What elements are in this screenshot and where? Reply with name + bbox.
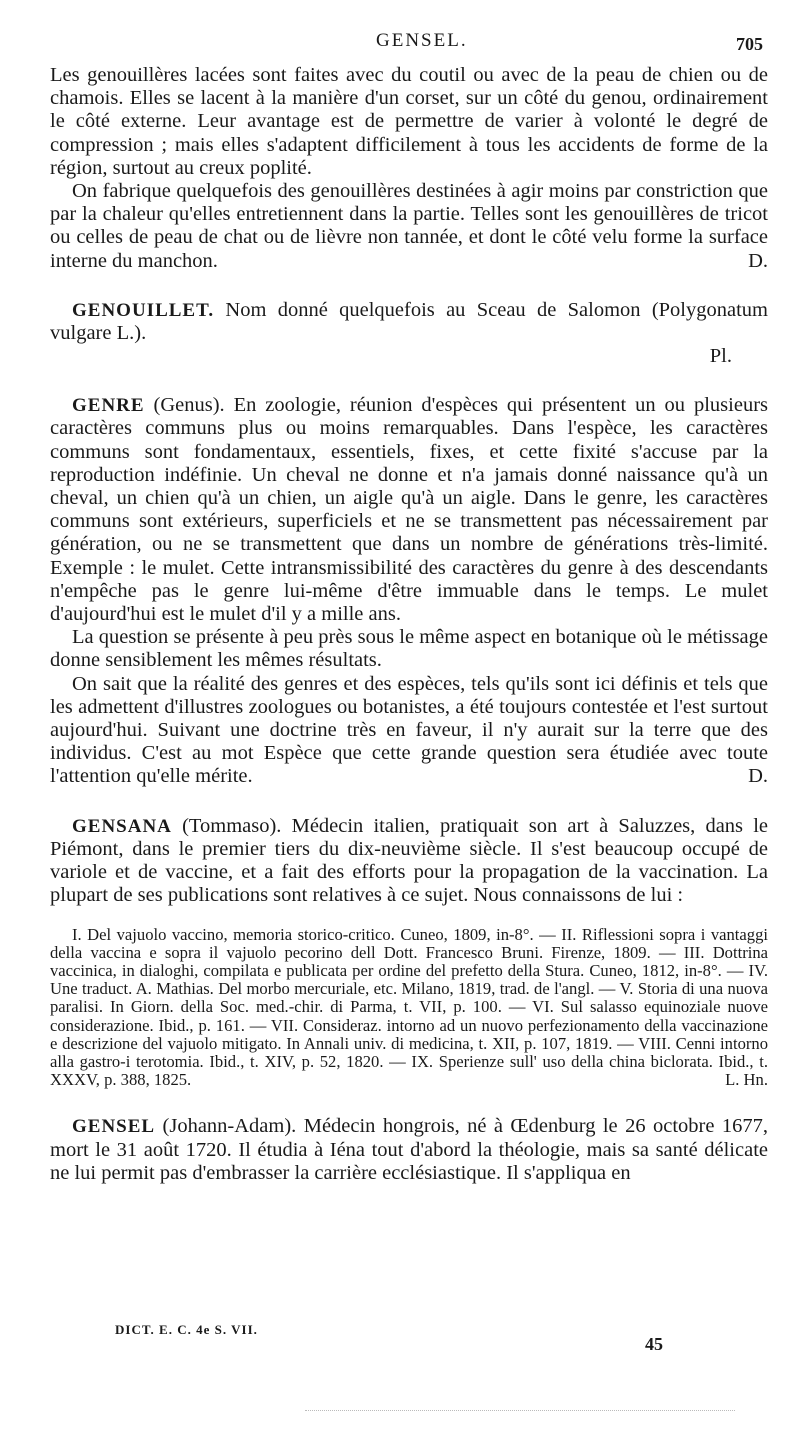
article-genre bbox=[50, 394, 768, 788]
article-signature: L. Hn. bbox=[725, 1070, 768, 1090]
entry-text: (Johann-Adam). Médecin hongrois, né à Œdenburg le 26 octobre 1677, mort le 31 août 1720. Il étudia à Iéna tout d'abord la théologie, mais sa santé délicate ne lui permit pas d'embrasser la carrière ecclésiastique. Il s'appliqua en bbox=[50, 1115, 769, 1184]
paragraph bbox=[50, 815, 768, 908]
headword: GENSANA bbox=[72, 815, 172, 837]
headword: GENRE bbox=[72, 395, 145, 417]
headword: GENOUILLET. bbox=[72, 299, 215, 321]
article-signature: D. bbox=[748, 765, 768, 788]
bleed-through-line bbox=[305, 1410, 735, 1413]
paragraph: La question se présente à peu près sous le même aspect en botanique où le métissage donne sensiblement les mêmes résultats. bbox=[50, 626, 768, 672]
entry-text: (Tommaso). Médecin italien, pratiquait son art à Saluzzes, dans le Piémont, dans le premier tiers du dix-neuvième siècle. Il s'est beaucoup occupé de variole et de vaccine, et a fait des efforts pour la propagation de la vaccination. La plupart de ses publications sont relatives à ce sujet. Nous connaissons de lui : bbox=[50, 814, 768, 907]
page-number: 705 bbox=[736, 34, 763, 54]
sheet-number: 45 bbox=[645, 1334, 663, 1354]
paragraph bbox=[50, 673, 768, 789]
article-genouillet bbox=[50, 299, 768, 368]
article-gensel bbox=[50, 1115, 768, 1185]
article-signature: Pl. bbox=[709, 345, 732, 368]
article-gensana bbox=[50, 815, 768, 1090]
bibliography-text: I. Del vajuolo vaccino, memoria storico-critico. Cuneo, 1809, in-8°. — II. Riflessioni sopra i vantaggi della vaccina e sopra il vajuolo pecorino dell Dott. Francesco Bruni. Firenze, 1809. — III. Dottrina vaccinica, in dialoghi, compilata e publicata per ordine del prefetto della Stura. Cuneo, 1812, in-8°. — IV. Une traduct. A. Mathias. Del morbo mercuriale, etc. Milano, 1819, trad. de l'angl. — V. Storia di una nuova paralisi. In Giorn. della Soc. med.-chir. di Parma, t. VII, p. 100. — VI. Sul salasso equinoziale nuove considerazione. Ibid., p. 161. — VII. Consideraz. intorno ad un nuovo perfezionamento della vaccinazione e descrizione del vajuolo mitigato. In Annali univ. di medicina, t. XII, p. 107, 1819. — VIII. Cenni intorno alla gastro-i terotomia. Ibid., t. XIV, p. 52, 1820. — IX. Sperienze sull' uso della china biclorata. Ibid., t. XXXV, p. 388, 1825. bbox=[50, 924, 768, 1090]
article-signature: D. bbox=[748, 249, 768, 272]
paragraph-text: On sait que la réalité des genres et des espèces, tels qu'ils sont ici définis et tels que les admettent d'illustres zoologues ou botanistes, a été toujours contestée et l'est surtout aujourd'hui. Suivant une doctrine très en faveur, il n'y aurait sur la terre que des individus. C'est au mot Espèce que cette grande question sera étudiée avec toute l'attention qu'elle mérite. bbox=[50, 672, 768, 788]
running-head bbox=[0, 30, 800, 60]
paragraph: Les genouillères lacées sont faites avec du coutil ou avec de la peau de chien ou de chamois. Elles se lacent à la manière d'un corset, sur un côté du genou, ordinairement le côté externe. Leur avantage est de permettre de varier à volonté le degré de compression ; mais elles s'adaptent difficilement à tous les accidents de forme de la région, surtout au creux poplité. bbox=[50, 64, 768, 179]
page-footer bbox=[0, 1322, 800, 1362]
paragraph bbox=[50, 394, 768, 626]
entry-text: Nom donné quelquefois au Sceau de Salomon (Polygonatum vulgare L.). bbox=[50, 298, 768, 345]
entry-text: (Genus). En zoologie, réunion d'espèces qui présentent un ou plusieurs caractères communs plus ou moins remarquables. Dans l'espèce, les caractères communs sont fondamentaux, essentiels, fixes, et cette fixité s'accuse par la reproduction indéfinie. Un cheval ne donne et n'a jamais donné naissance qu'à un cheval, un chien qu'à un chien, un aigle qu'à un aigle. Dans le genre, les caractères communs sont extérieurs, superficiels et ne se transmettent pas nécessairement par génération, ou ne se transmettent que dans un nombre de générations très-limité. Exemple : le mulet. Cette intransmissibilité des caractères du genre à des descendants n'empêche pas le genre lui-même d'être immuable dans le temps. Le mulet d'aujourd'hui est le mulet d'il y a mille ans. bbox=[50, 394, 768, 626]
paragraph bbox=[50, 299, 768, 345]
paragraph bbox=[50, 180, 768, 273]
printer-signature: DICT. E. C. 4e S. VII. bbox=[115, 1322, 258, 1337]
body-text bbox=[50, 64, 768, 1185]
headword: GENSEL bbox=[72, 1116, 156, 1138]
running-title: GENSEL. bbox=[376, 30, 468, 51]
paragraph-text: On fabrique quelquefois des genouillères destinées à agir moins par constriction que par la chaleur qu'elles entretiennent dans la partie. Telles sont les genouillères de tricot ou celles de peau de chat ou de lièvre non tannée, et dont le côté velu forme la surface interne du manchon. bbox=[50, 180, 768, 272]
article-genouillere-continuation bbox=[50, 64, 768, 273]
paragraph bbox=[50, 1115, 768, 1185]
bibliography bbox=[50, 926, 768, 1090]
